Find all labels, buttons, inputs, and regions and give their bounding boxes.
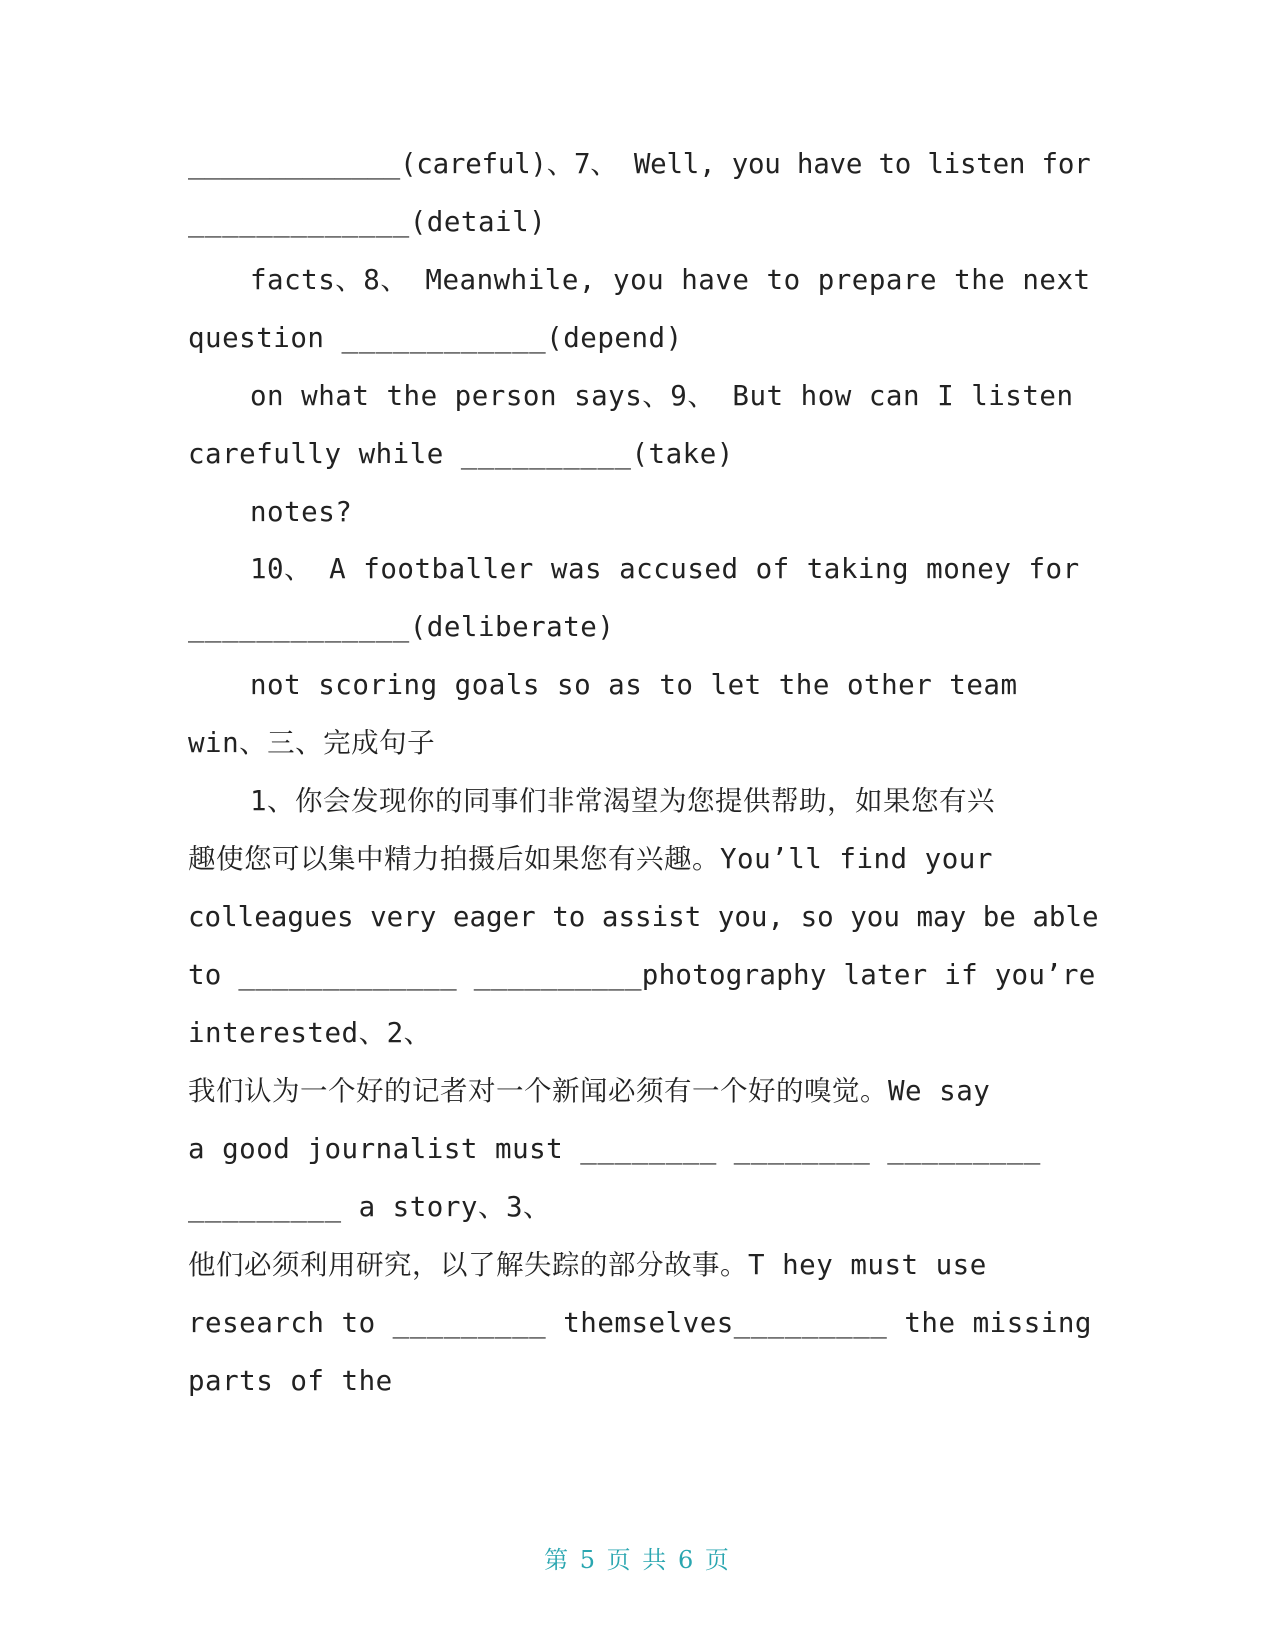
text-line: 趣使您可以集中精力拍摄后如果您有兴趣。You’ll find your — [188, 843, 993, 875]
text-line: 10、 A footballer was accused of taking money for — [250, 553, 1080, 585]
text-line: colleagues very eager to assist you, so you may be able — [188, 901, 1099, 933]
text-line: _________ a story、3、 — [188, 1191, 552, 1223]
text-line: question ____________(depend) — [188, 322, 683, 354]
text-line: to _____________ __________photography later if you’re — [188, 959, 1096, 991]
text-line: notes? — [250, 496, 353, 528]
text-line: 1、你会发现你的同事们非常渴望为您提供帮助，如果您有兴 — [250, 785, 996, 817]
text-line: _____________(detail) — [188, 206, 547, 238]
text-line: _____________(careful)、7、 Well, you have to listen for — [188, 148, 1091, 180]
text-line: parts of the — [188, 1365, 393, 1397]
text-line: carefully while __________(take) — [188, 438, 734, 470]
text-line: facts、8、 Meanwhile, you have to prepare the next — [250, 264, 1091, 296]
text-line: on what the person says、9、 But how can I listen — [250, 380, 1074, 412]
text-line: _____________(deliberate) — [188, 611, 615, 643]
text-line: interested、2、 — [188, 1017, 432, 1049]
text-line: not scoring goals so as to let the other team — [250, 669, 1018, 701]
text-line: win、三、完成句子 — [188, 727, 436, 759]
text-line: 他们必须利用研究，以了解失踪的部分故事。T hey must use — [188, 1249, 987, 1281]
text-line: a good journalist must ________ ________ _________ — [188, 1133, 1041, 1165]
page-number-footer: 第 5 页 共 6 页 — [544, 1546, 731, 1574]
text-line: 我们认为一个好的记者对一个新闻必须有一个好的嗅觉。We say — [188, 1075, 991, 1107]
text-line: research to _________ themselves_________ the missing — [188, 1307, 1092, 1339]
